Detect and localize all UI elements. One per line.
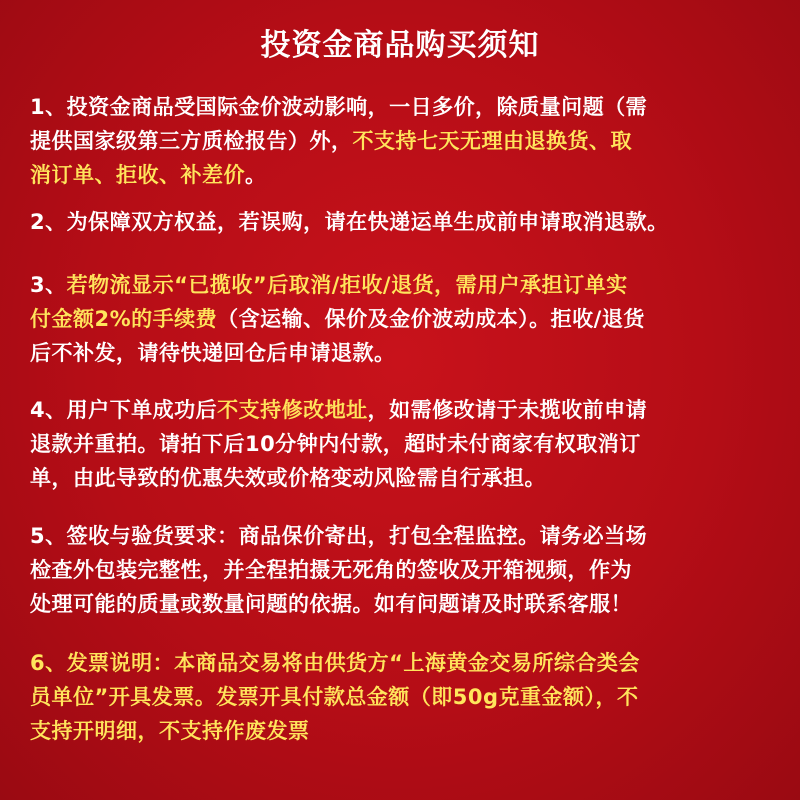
notice-text: ，如需修改请于未揽收前申请 bbox=[367, 398, 648, 422]
highlighted-text: 员单位”开具发票。发票开具付款总金额（即50g克重金额），不 bbox=[30, 685, 639, 709]
notice-line bbox=[30, 158, 780, 192]
notice-item-3 bbox=[30, 268, 780, 370]
highlighted-text: 6、发票说明：本商品交易将由供货方“上海黄金交易所综合类会 bbox=[30, 651, 640, 675]
highlighted-text: 若物流显示“已揽收”后取消/拒收/退货，需用户承担订单实 bbox=[66, 273, 628, 297]
notice-item-6 bbox=[30, 646, 780, 748]
notice-text: 。 bbox=[245, 163, 267, 187]
notice-text: 处理可能的质量或数量问题的依据。如有问题请及时联系客服！ bbox=[30, 592, 632, 616]
notice-item-4 bbox=[30, 393, 780, 495]
notice-line bbox=[30, 336, 780, 370]
highlighted-text: 消订单、拒收、补差价 bbox=[30, 163, 245, 187]
notice-line bbox=[30, 427, 780, 461]
notice-line bbox=[30, 461, 780, 495]
highlighted-text: 不支持修改地址 bbox=[217, 398, 368, 422]
notice-line bbox=[30, 302, 780, 336]
notice-text: 提供国家级第三方质检报告）外， bbox=[30, 129, 353, 153]
notice-text: 4、用户下单成功后 bbox=[30, 398, 218, 422]
highlighted-text: 付金额2%的手续费 bbox=[30, 307, 218, 331]
notice-text: 1、投资金商品受国际金价波动影响，一日多价，除质量问题（需 bbox=[30, 95, 648, 119]
notice-line bbox=[30, 587, 780, 621]
notice-text: 2、为保障双方权益，若误购，请在快递运单生成前申请取消退款。 bbox=[30, 210, 669, 234]
notice-line bbox=[30, 553, 780, 587]
highlighted-text: 支持开明细，不支持作废发票 bbox=[30, 719, 310, 743]
page-title: 投资金商品购买须知 bbox=[260, 28, 540, 63]
notice-text: 单，由此导致的优惠失效或价格变动风险需自行承担。 bbox=[30, 466, 546, 490]
notice-text: 后不补发，请待快递回仓后申请退款。 bbox=[30, 341, 396, 365]
notice-text: 3、 bbox=[30, 273, 67, 297]
notice-item-1 bbox=[30, 90, 780, 192]
notice-item-5 bbox=[30, 519, 780, 621]
notice-text: 退款并重拍。请拍下后10分钟内付款，超时未付商家有权取消订 bbox=[30, 432, 641, 456]
notice-line bbox=[30, 680, 780, 714]
notice-line bbox=[30, 205, 780, 239]
notice-line bbox=[30, 714, 780, 748]
notice-line bbox=[30, 393, 780, 427]
notice-text: 检查外包装完整性，并全程拍摄无死角的签收及开箱视频，作为 bbox=[30, 558, 632, 582]
highlighted-text: 不支持七天无理由退换货、取 bbox=[352, 129, 632, 153]
notice-line bbox=[30, 124, 780, 158]
notice-text: （含运输、保价及金价波动成本）。拒收/退货 bbox=[217, 307, 645, 331]
notice-item-2 bbox=[30, 205, 780, 239]
notice-line bbox=[30, 90, 780, 124]
notice-line bbox=[30, 646, 780, 680]
notice-text: 5、签收与验货要求：商品保价寄出，打包全程监控。请务必当场 bbox=[30, 524, 648, 548]
notice-line bbox=[30, 519, 780, 553]
notice-line bbox=[30, 268, 780, 302]
